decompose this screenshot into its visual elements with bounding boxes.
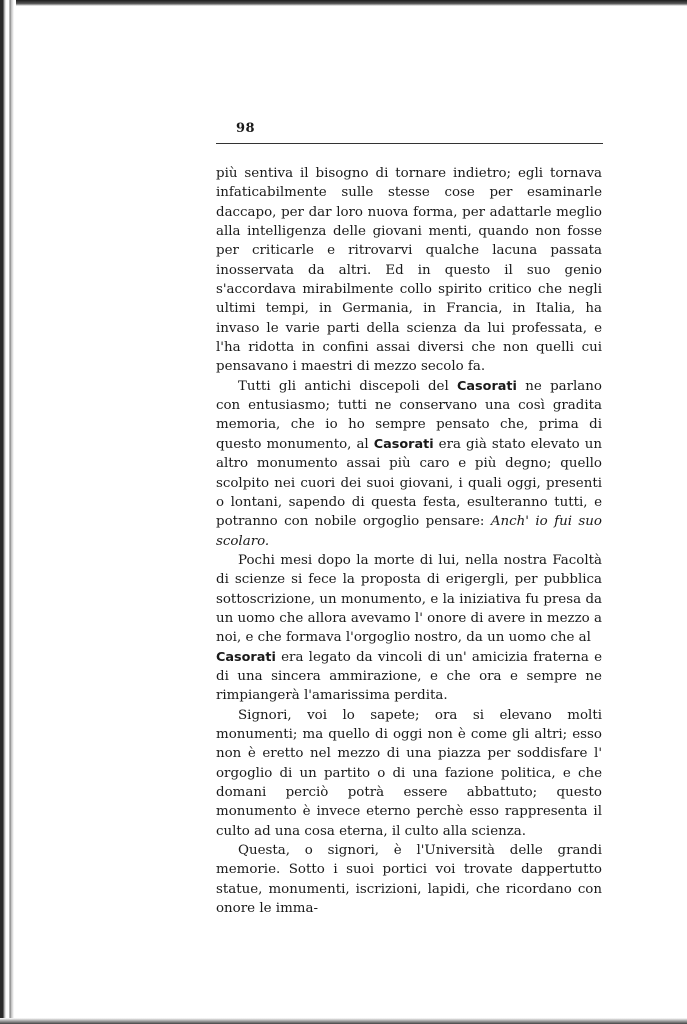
paragraph-3-segment-1: Pochi mesi dopo la morte di lui, nella nostra Facoltà di scienze si fece la proposta di erigergli, per pubblica sottoscrizione, un monumento, e la iniziativa fu presa da un uomo che allora avevamo l' onore di avere in mezzo a noi, e che formava l'orgoglio nostro, da un uomo che al bbox=[216, 552, 602, 646]
paragraph-3-segment-2: era legato da vincoli di un' amicizia fraterna e di una sincera ammirazione, e che ora e sempre ne rimpiangerà l'amarissima perdita. bbox=[216, 649, 602, 704]
scan-edge-bottom bbox=[0, 1018, 687, 1024]
name-casorati: Casorati bbox=[216, 649, 276, 665]
header-rule bbox=[216, 143, 603, 144]
paragraph-3 bbox=[216, 551, 602, 706]
paragraph-2-segment-1: Tutti gli antichi discepoli del bbox=[238, 378, 449, 394]
scan-edge-top bbox=[0, 0, 687, 6]
name-casorati: Casorati bbox=[373, 436, 434, 452]
scan-edge-left bbox=[0, 0, 16, 1024]
paragraph-2-segment-3: era già stato elevato un altro monumento assai più caro e più degno; quello scolpito nei cuori dei suoi giovani, i quali oggi, presenti o lontani, sapendo di questa festa, esulteranno tutti, e potranno con nobile orgoglio pensare: bbox=[216, 436, 602, 530]
paragraph-1: più sentiva il bisogno di tornare indietro; egli tornava infaticabilmente sulle stesse cose per esaminarle daccapo, per dar loro nuova forma, per adattarle meglio alla intelligenza delle giovani menti, quando non fosse per criticarle e ritrovarvi qualche lacuna passata inosservata da altri. Ed in questo il suo genio s'accordava mirabilmente collo spirito critico che negli ultimi tempi, in Germania, in Francia, in Italia, ha invaso le varie parti della scienza da lui professata, e l'ha ridotta in confini assai diversi che non quelli cui pensavano i maestri di mezzo secolo fa. bbox=[216, 166, 602, 375]
name-casorati: Casorati bbox=[457, 378, 517, 394]
page-number: 98 bbox=[236, 121, 256, 136]
paragraph-2 bbox=[216, 377, 602, 551]
paragraph-2-segment-2: ne parlano con entusiasmo; tutti ne conservano una così gradita memoria, che io ho sempre pensato che, prima di questo monumento, al bbox=[216, 378, 602, 452]
paragraph-4: Signori, voi lo sapete; ora si elevano molti monumenti; ma quello di oggi non è come gli altri; esso non è eretto nel mezzo di una piazza per soddisfare l' orgoglio di un partito o di una fazione politica, e che domani perciò potrà essere abbattuto; questo monumento è invece eterno perchè esso rappresenta il culto ad una cosa eterna, il culto alla scienza. bbox=[216, 707, 602, 839]
body-text bbox=[216, 164, 602, 918]
quote-anch-io-fui-suo-scolaro: Anch' io fui suo scolaro. bbox=[216, 514, 602, 549]
paragraph-5: Questa, o signori, è l'Università delle grandi memorie. Sotto i suoi portici voi trovate dappertutto statue, monumenti, iscrizioni, lapidi, che ricordano con onore le imma- bbox=[216, 843, 602, 917]
